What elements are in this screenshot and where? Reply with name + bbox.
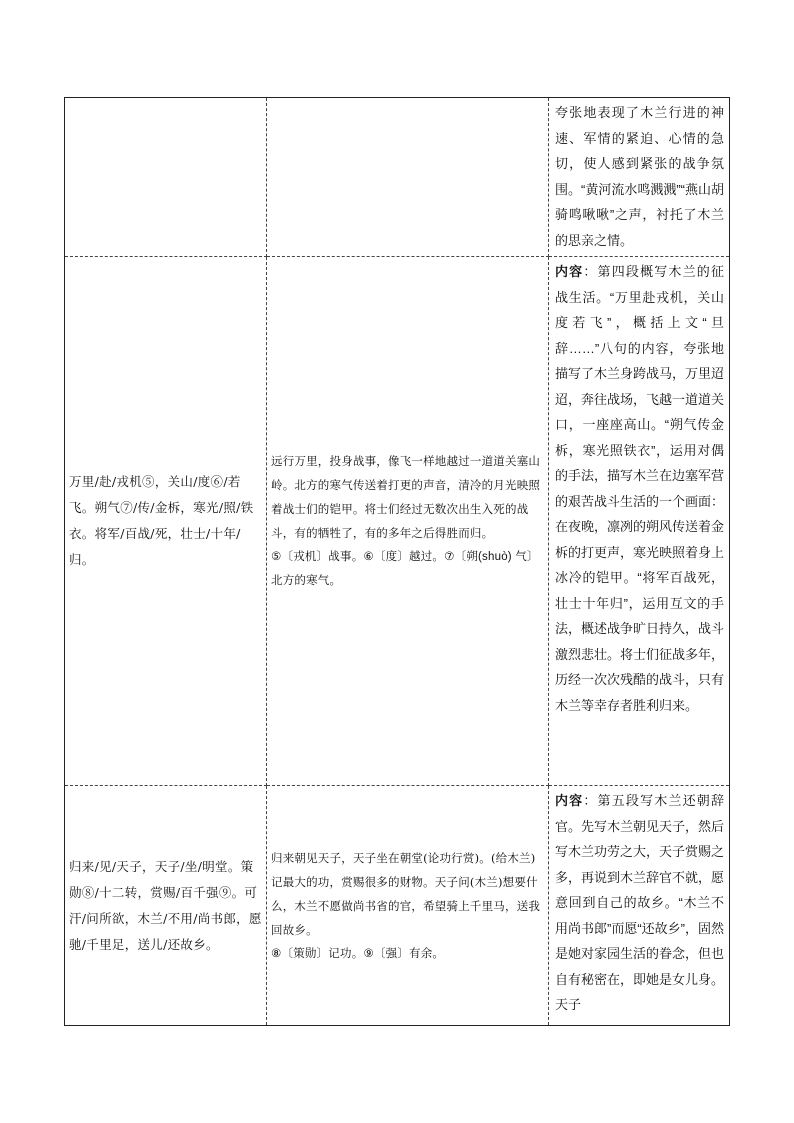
table-row xyxy=(65,786,730,1026)
table-row xyxy=(65,257,730,786)
analysis-cell xyxy=(549,786,730,1026)
analysis-text: ：第四段概写木兰的征战生活。“万里赴戎机，关山度若飞”，概括上文“旦辞……”八句的内容，夸张地描写了木兰身跨战马，万里迢迢，奔往战场，飞越一道道关口，一座座高山。“朔气传金柝，寒光照铁衣”，运用对偶的手法，描写木兰在边塞军营的艰苦战斗生活的一个画面：在夜晚，凛冽的朔风传送着金柝的打更声，寒光映照着身上冰冷的铠甲。“将军百战死，壮士十年归”，运用互文的手法，概述战争旷日持久，战斗激烈悲壮。将士们征战多年，历经一次次残酷的战斗，只有木兰等幸存者胜利归来。 xyxy=(555,264,725,713)
translation-cell xyxy=(267,98,549,257)
translation-cell xyxy=(267,786,549,1026)
original-text-cell xyxy=(65,786,267,1026)
annotation-notes: ⑧〔策勋〕记功。⑨〔强〕有余。 xyxy=(271,947,445,960)
analysis-cell xyxy=(549,257,730,786)
analysis-text: ：第五段写木兰还朝辞官。先写木兰朝见天子，然后写木兰功劳之大，天子赏赐之多，再说到木兰辞官不就，愿意回到自己的故乡。“木兰不用尚书郎”而愿“还故乡”，固然是她对家园生活的眷念，但也自有秘密在，即她是女儿身。天子 xyxy=(555,793,725,1012)
table-row xyxy=(65,98,730,257)
translation-text: 远行万里，投身战事，像飞一样地越过一道道关塞山岭。北方的寒气传送着打更的声音，清冷的月光映照着战士们的铠甲。将士们经过无数次出生入死的战斗，有的牺牲了，有的多年之后得胜而归。 xyxy=(271,454,541,540)
analysis-label: 内容 xyxy=(555,793,584,808)
original-text: 万里/赴/戎机⑤，关山/度⑥/若飞。朔气⑦/传/金柝，寒光/照/铁衣。将军/百战/死，壮士/十年/归。 xyxy=(69,474,254,567)
analysis-cell xyxy=(549,98,730,257)
annotation-notes: ⑤〔戎机〕战事。⑥〔度〕越过。⑦〔朔(shuò) 气〕北方的寒气。 xyxy=(271,551,539,587)
translation-cell xyxy=(267,257,549,786)
analysis-text: 夸张地表现了木兰行进的神速、军情的紧迫、心情的急切，使人感到紧张的战争氛围。“黄河流水鸣溅溅”“燕山胡骑鸣啾啾”之声，衬托了木兰的思亲之情。 xyxy=(555,105,724,248)
original-text-cell xyxy=(65,257,267,786)
translation-text: 归来朝见天子，天子坐在朝堂(论功行赏)。(给木兰)记最大的功，赏赐很多的财物。天子问(木兰)想要什么，木兰不愿做尚书省的官，希望骑上千里马，送我回故乡。 xyxy=(271,850,541,937)
content-table xyxy=(64,97,730,1026)
original-text: 归来/见/天子，天子/坐/明堂。策勋⑧/十二转，赏赐/百千强⑨。可汗/问所欲，木兰/不用/尚书郎，愿驰/千里足，送儿/还故乡。 xyxy=(69,858,262,952)
analysis-label: 内容 xyxy=(555,264,584,279)
original-text-cell xyxy=(65,98,267,257)
